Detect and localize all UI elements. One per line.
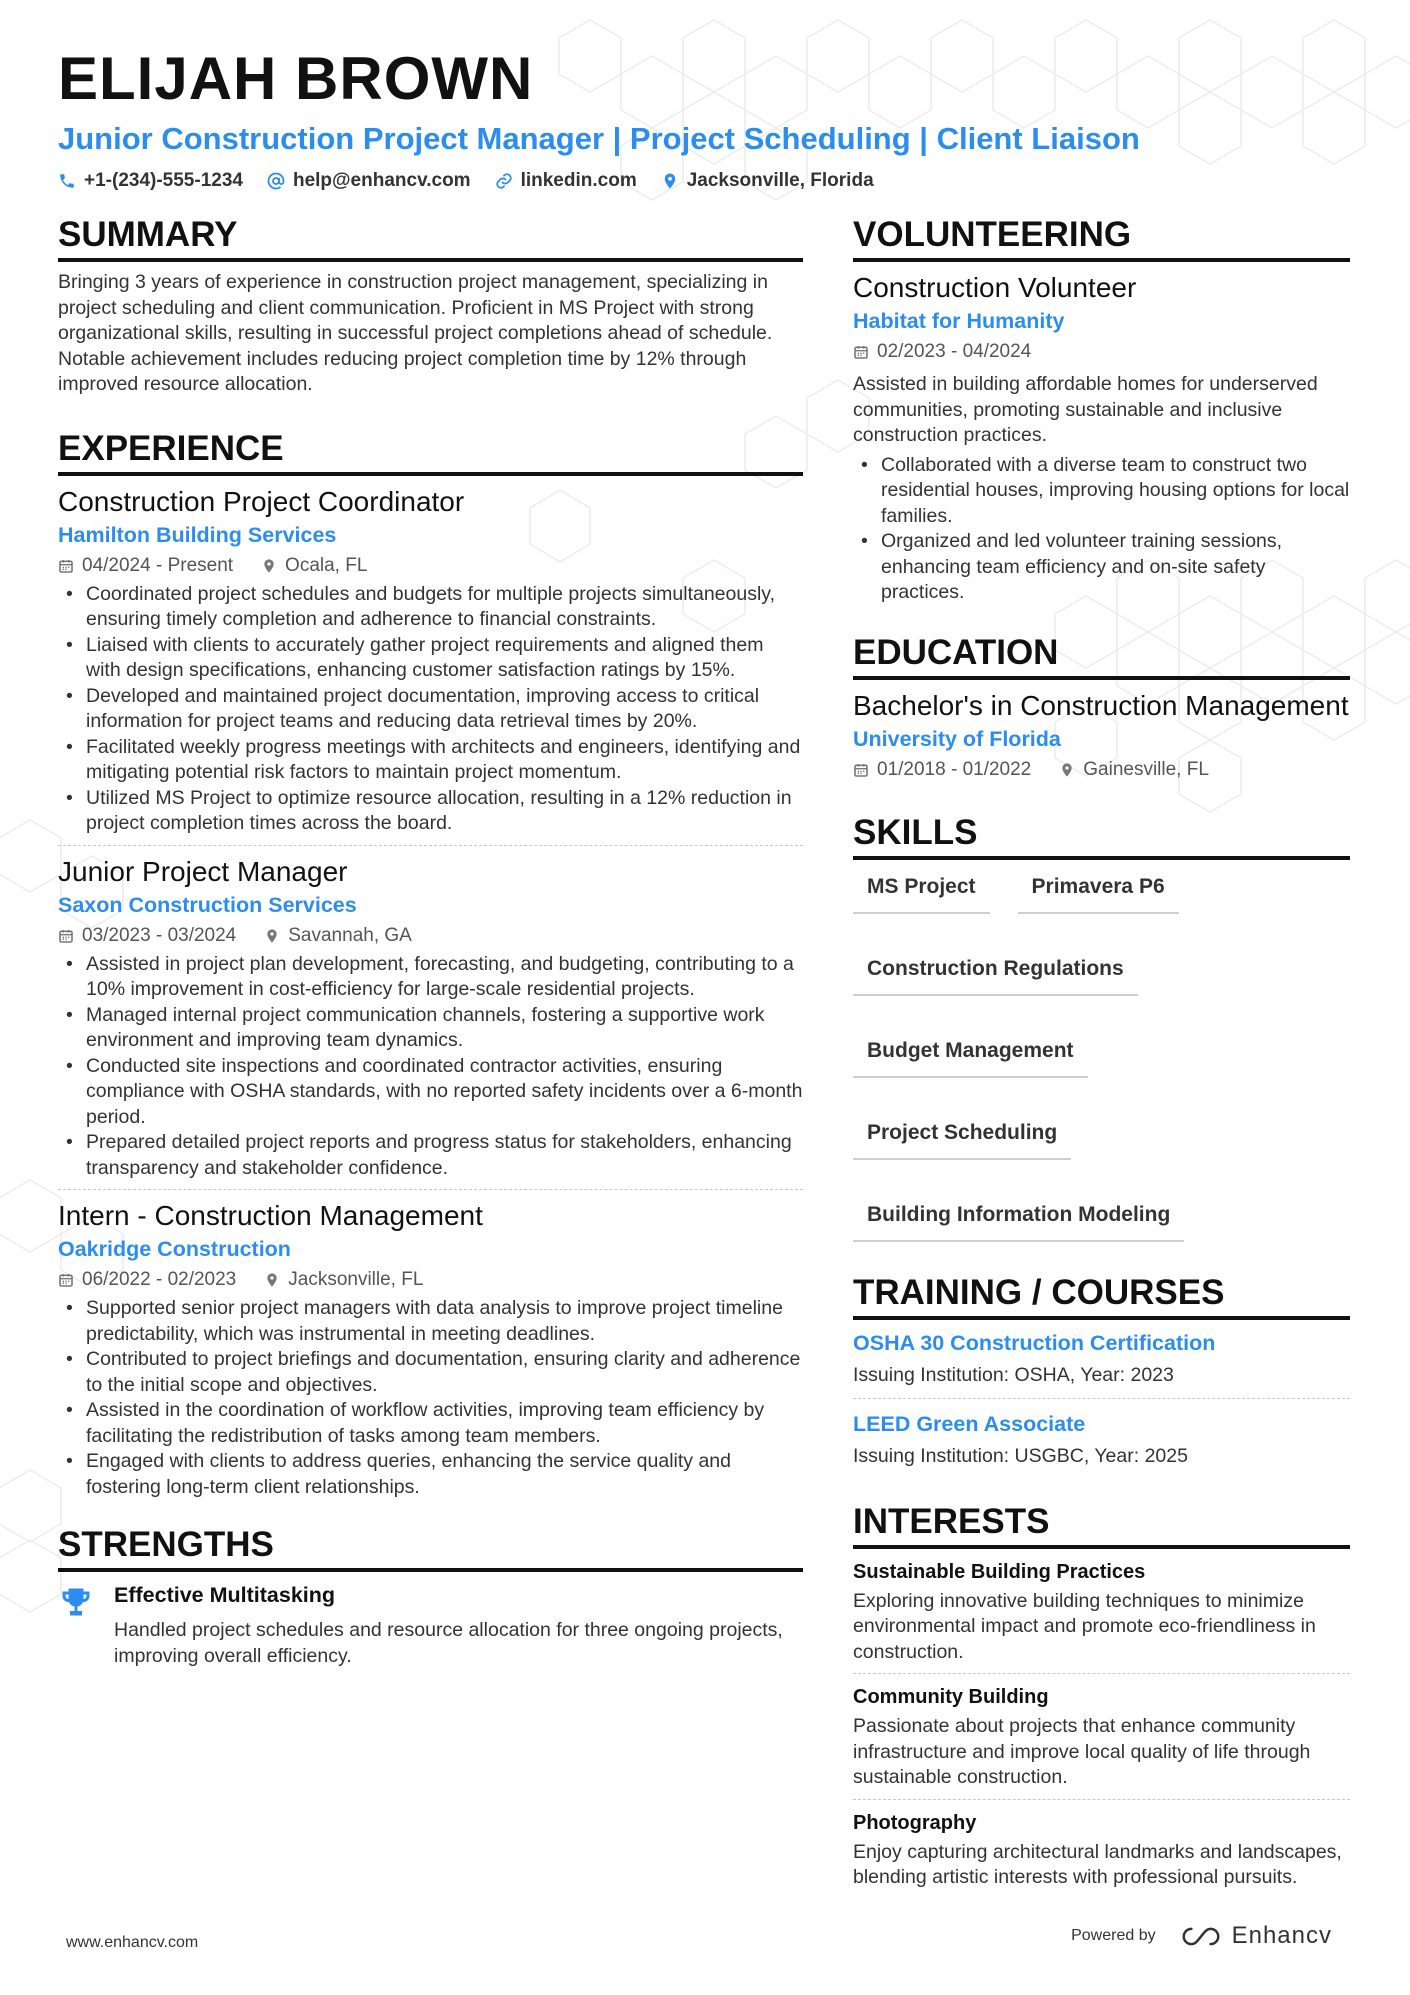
interest-title: Sustainable Building Practices	[853, 1560, 1146, 1583]
calendar-icon	[58, 928, 74, 944]
bullet-item: • Utilized MS Project to optimize resource allocation, resulting in a 12% reduction in project completion times across the board.	[58, 786, 803, 837]
training-title: TRAINING / COURSES	[853, 1272, 1350, 1320]
location-pin-icon	[261, 558, 277, 574]
job-meta	[58, 920, 803, 952]
left-column	[58, 214, 803, 1669]
volunteer-bullets	[853, 453, 1350, 606]
skills-title: SKILLS	[853, 812, 1350, 860]
education-degree: Bachelor's in Construction Management	[853, 689, 1349, 721]
training-item	[853, 1409, 1350, 1479]
job-location: Jacksonville, FL	[288, 1269, 424, 1290]
skills-section	[853, 812, 1350, 1242]
enhancv-logo	[1178, 1922, 1332, 1950]
job-dates: 03/2023 - 03/2024	[82, 924, 237, 946]
interest-item	[853, 1808, 1350, 1899]
candidate-name: ELIJAH BROWN	[58, 45, 534, 112]
volunteer-role: Construction Volunteer	[853, 272, 1137, 303]
experience-title: EXPERIENCE	[58, 428, 803, 476]
job-dates: 04/2024 - Present	[82, 554, 234, 576]
job-title: Junior Project Manager	[58, 855, 348, 887]
bullet-item: • Managed internal project communication channels, fostering a supportive work environment and improving team dynamics.	[58, 1003, 803, 1054]
brand-name: Enhancv	[1231, 1922, 1332, 1949]
summary-text: Bringing 3 years of experience in construction project management, specializing in project scheduling and client communication. Proficient in MS Project with strong organizational skills, resulting in successful project completions ahead of schedule. Notable achievement includes reducing project completion time by 12% through improved resource allocation.	[58, 271, 773, 395]
footer-brand[interactable]	[1071, 1922, 1332, 1950]
contact-location	[661, 170, 874, 192]
interest-item	[853, 1557, 1350, 1675]
contact-phone-text: +1-(234)-555-1234	[84, 170, 243, 191]
bullet-item: • Engaged with clients to address queries, enhancing the service quality and fostering long-term client relationships.	[58, 1449, 803, 1500]
job-entry	[58, 484, 803, 846]
interest-title: Photography	[853, 1811, 977, 1834]
education-school: University of Florida	[853, 726, 1061, 751]
skill-tag: Project Scheduling	[853, 1118, 1071, 1160]
job-meta	[58, 1264, 803, 1296]
education-location: Gainesville, FL	[1083, 758, 1209, 780]
strength-title: Effective Multitasking	[114, 1583, 336, 1607]
resume-header	[58, 42, 1358, 192]
contact-linkedin-text: linkedin.com	[520, 170, 637, 191]
location-pin-icon	[264, 1272, 280, 1288]
skill-tag: Construction Regulations	[853, 954, 1138, 996]
enhancv-logo-icon	[1178, 1925, 1224, 1948]
education-section	[853, 632, 1350, 786]
calendar-icon	[853, 762, 869, 778]
training-item-desc: Issuing Institution: USGBC, Year: 2025	[853, 1444, 1188, 1467]
skill-tag: Primavera P6	[1018, 872, 1179, 914]
strength-desc: Handled project schedules and resource allocation for three ongoing projects, improving overall efficiency.	[114, 1619, 783, 1667]
contact-linkedin[interactable]	[495, 170, 637, 192]
skill-tag: MS Project	[853, 872, 990, 914]
job-company: Oakridge Construction	[58, 1237, 291, 1261]
strength-item	[58, 1580, 803, 1669]
education-dates: 01/2018 - 01/2022	[877, 758, 1032, 780]
training-item-title: OSHA 30 Construction Certification	[853, 1330, 1216, 1355]
job-company: Hamilton Building Services	[58, 522, 337, 547]
calendar-icon	[58, 1272, 74, 1288]
bullet-item: • Organized and led volunteer training sessions, enhancing team efficiency and on-site safety practices.	[853, 529, 1350, 606]
job-dates: 06/2022 - 02/2023	[82, 1269, 237, 1290]
interest-desc: Enjoy capturing architectural landmarks and landscapes, blending artistic interests with professional pursuits.	[853, 1840, 1342, 1888]
at-icon	[267, 172, 285, 190]
bullet-item: • Supported senior project managers with data analysis to improve project timeline predictability, which was instrumental in meeting deadlines.	[58, 1296, 803, 1347]
contact-location-text: Jacksonville, Florida	[686, 170, 874, 191]
training-item-title: LEED Green Associate	[853, 1411, 1086, 1436]
job-entry	[58, 1198, 803, 1508]
training-section	[853, 1272, 1350, 1479]
bullet-item: • Conducted site inspections and coordinated contractor activities, ensuring compliance with OSHA standards, with no reported safety incidents over a 6-month period.	[58, 1054, 803, 1131]
interests-title: INTERESTS	[853, 1501, 1350, 1549]
powered-by-label: Powered by	[1071, 1927, 1156, 1944]
bullet-item: • Assisted in project plan development, forecasting, and budgeting, contributing to a 10% improvement in cost-efficiency for large-scale residential projects.	[58, 952, 803, 1003]
volunteer-org: Habitat for Humanity	[853, 309, 1065, 333]
volunteer-dates: 02/2023 - 04/2024	[877, 341, 1032, 362]
headline: Junior Construction Project Manager | Project Scheduling | Client Liaison	[58, 121, 1140, 156]
job-meta	[58, 550, 803, 582]
calendar-icon	[58, 558, 74, 574]
footer-url[interactable]: www.enhancv.com	[66, 1934, 199, 1951]
phone-icon	[58, 172, 76, 190]
education-title: EDUCATION	[853, 632, 1350, 680]
bullet-item: • Developed and maintained project documentation, improving access to critical information for project teams and reducing data retrieval times by 20%.	[58, 684, 803, 735]
education-meta	[853, 754, 1350, 786]
bullet-item: • Liaised with clients to accurately gather project requirements and aligned them with design specifications, enhancing customer satisfaction ratings by 15%.	[58, 633, 803, 684]
right-column	[853, 214, 1350, 1907]
job-company: Saxon Construction Services	[58, 892, 357, 917]
calendar-icon	[853, 344, 869, 360]
location-pin-icon	[264, 928, 280, 944]
job-entry	[58, 854, 803, 1191]
summary-title: SUMMARY	[58, 214, 803, 262]
bullet-item: • Prepared detailed project reports and progress status for stakeholders, enhancing transparency and stakeholder confidence.	[58, 1130, 803, 1181]
skill-tag: Building Information Modeling	[853, 1200, 1184, 1242]
bullet-item: • Contributed to project briefings and documentation, ensuring clarity and adherence to the initial scope and objectives.	[58, 1347, 803, 1398]
bullet-item: • Coordinated project schedules and budgets for multiple projects simultaneously, ensuring timely completion and adherence to financial constraints.	[58, 582, 803, 633]
training-item-desc: Issuing Institution: OSHA, Year: 2023	[853, 1363, 1174, 1386]
volunteering-section	[853, 214, 1350, 606]
location-pin-icon	[661, 172, 679, 190]
volunteering-title: VOLUNTEERING	[853, 214, 1350, 262]
job-bullets	[58, 1296, 803, 1500]
bullet-item: • Assisted in the coordination of workflow activities, improving team efficiency by facilitating the redistribution of tasks among team members.	[58, 1398, 803, 1449]
interest-title: Community Building	[853, 1686, 1049, 1708]
interests-section	[853, 1501, 1350, 1899]
strengths-section	[58, 1524, 803, 1669]
volunteer-desc: Assisted in building affordable homes for underserved communities, promoting sustainable and inclusive construction practices.	[853, 373, 1318, 446]
summary-section	[58, 214, 803, 398]
job-location: Ocala, FL	[285, 554, 368, 576]
contact-phone[interactable]	[58, 170, 243, 192]
job-bullets	[58, 582, 803, 837]
skills-list	[853, 872, 1350, 1242]
experience-section	[58, 428, 803, 1509]
bullet-item: • Collaborated with a diverse team to construct two residential houses, improving housing options for local families.	[853, 453, 1350, 530]
job-location: Savannah, GA	[288, 924, 412, 946]
interest-desc: Exploring innovative building techniques to minimize environmental impact and promote eco-friendliness in construction.	[853, 1589, 1316, 1663]
interest-desc: Passionate about projects that enhance community infrastructure and improve local quality of life through sustainable construction.	[853, 1715, 1311, 1788]
contact-row	[58, 170, 1358, 192]
job-bullets	[58, 952, 803, 1182]
link-icon	[495, 172, 513, 190]
interest-item	[853, 1682, 1350, 1800]
job-title: Intern - Construction Management	[58, 1200, 483, 1231]
training-item	[853, 1328, 1350, 1399]
volunteer-meta	[853, 336, 1350, 368]
bullet-item: • Facilitated weekly progress meetings with architects and engineers, identifying and mitigating potential risk factors to maintain project momentum.	[58, 735, 803, 786]
contact-email[interactable]	[267, 170, 471, 192]
contact-email-text: help@enhancv.com	[292, 170, 471, 191]
location-pin-icon	[1059, 762, 1075, 778]
strengths-title: STRENGTHS	[58, 1524, 803, 1572]
job-title: Construction Project Coordinator	[58, 485, 465, 517]
skill-tag: Budget Management	[853, 1036, 1088, 1078]
trophy-icon	[58, 1584, 94, 1620]
